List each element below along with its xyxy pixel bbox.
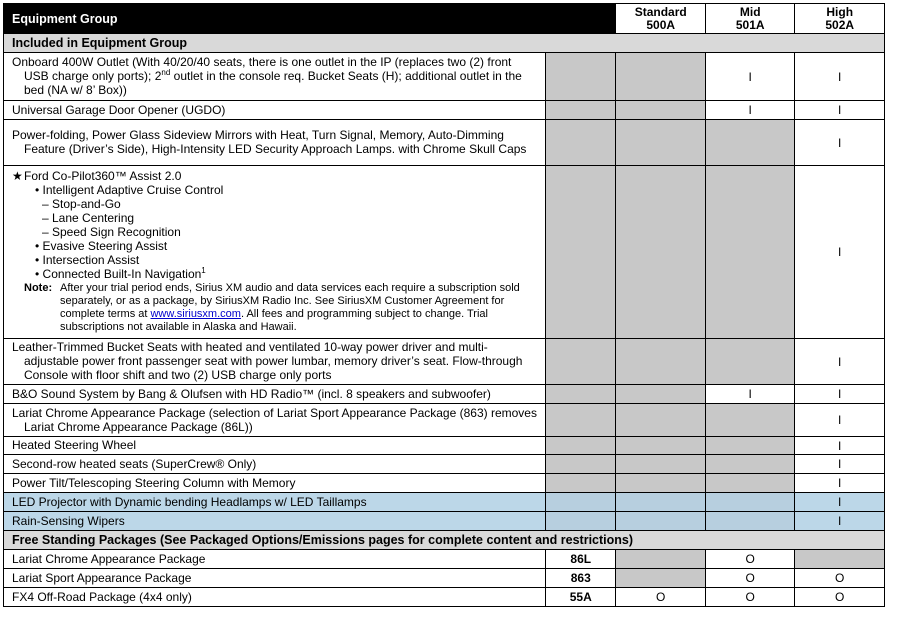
high-cell: I (795, 120, 885, 166)
code-cell (546, 53, 616, 101)
mid-cell (705, 166, 795, 339)
mid-cell: I (705, 385, 795, 404)
mid-cell (705, 437, 795, 455)
mid-cell (705, 512, 795, 531)
table-row (4, 166, 885, 339)
header-row (4, 4, 885, 34)
mid-cell: I (705, 101, 795, 120)
header-title: Equipment Group (4, 4, 616, 34)
section-free-standing (4, 531, 885, 550)
standard-cell (616, 166, 706, 339)
section-title: Free Standing Packages (See Packaged Options/Emissions pages for complete content and restrictions) (4, 531, 885, 550)
table-row (4, 474, 885, 493)
mid-cell (705, 404, 795, 437)
row-description: Power-folding, Power Glass Sideview Mirrors with Heat, Turn Signal, Memory, Auto-Dimming Feature (Driver’s Side), High-Intensity LED Security Approach Lamps. with Chrome Skull Caps (4, 120, 546, 166)
code-cell (546, 437, 616, 455)
list-item: – Lane Centering (42, 211, 135, 225)
code-cell (546, 339, 616, 385)
high-cell: I (795, 166, 885, 339)
high-cell: I (795, 455, 885, 474)
row-description: Heated Steering Wheel (4, 437, 546, 455)
high-cell: I (795, 404, 885, 437)
row-description: Power Tilt/Telescoping Steering Column with Memory (4, 474, 546, 493)
standard-cell (616, 385, 706, 404)
code-cell (546, 493, 616, 512)
list-item: – Stop-and-Go (42, 197, 121, 211)
code-cell (546, 512, 616, 531)
list-item: – Speed Sign Recognition (42, 225, 181, 239)
row-description: ★Ford Co-Pilot360™ Assist 2.0 • Intelligent Adaptive Cruise Control – Stop-and-Go – Lane Centering – Speed Sign Recognition • Evasive Steering Assist • Intersection Assist • Connected Built-In Navigation$^1$ Note: After your trial period ends, Sirius XM audio and data services each require a subscription sold separately, or as a package, by SiriusXM Radio Inc. See SiriusXM Customer Agreement for complete terms at www.siriusxm.com. All fees and programming subject to change. Trial subscriptions not available in Alaska and Hawaii. (4, 166, 546, 339)
header-mid: Mid 501A (705, 4, 795, 34)
table-row (4, 120, 885, 166)
code-cell: 55A (546, 588, 616, 607)
mid-cell: O (705, 550, 795, 569)
standard-cell: O (616, 588, 706, 607)
standard-cell (616, 437, 706, 455)
row-description: Leather-Trimmed Bucket Seats with heated and ventilated 10-way power driver and multi-adjustable power front passenger seat with power lumbar, memory driver’s seat. Flow-through Console with floor shift and two (2) USB charge only ports (4, 339, 546, 385)
standard-cell (616, 339, 706, 385)
code-cell: 863 (546, 569, 616, 588)
high-cell: I (795, 512, 885, 531)
row-description: Rain-Sensing Wipers (4, 512, 546, 531)
list-item: • Intelligent Adaptive Cruise Control (35, 183, 224, 197)
standard-cell (616, 455, 706, 474)
standard-cell (616, 101, 706, 120)
standard-cell (616, 569, 706, 588)
mid-cell (705, 493, 795, 512)
code-cell (546, 404, 616, 437)
code-cell (546, 455, 616, 474)
mid-cell (705, 455, 795, 474)
row-description: Lariat Sport Appearance Package (4, 569, 546, 588)
table-row (4, 437, 885, 455)
code-cell (546, 474, 616, 493)
subscription-note: Note: After your trial period ends, Sirius XM audio and data services each require a subscription sold separately, or as a package, by SiriusXM Radio Inc. See SiriusXM Customer Agreement for complete terms at www.siriusxm.com. All fees and programming subject to change. Trial subscriptions not available in Alaska and Hawaii. (24, 282, 520, 333)
high-cell: I (795, 339, 885, 385)
mid-cell: O (705, 569, 795, 588)
standard-cell (616, 53, 706, 101)
mid-cell (705, 474, 795, 493)
code-cell: 86L (546, 550, 616, 569)
star-icon: ★ (12, 169, 23, 183)
high-cell: I (795, 474, 885, 493)
section-title: Included in Equipment Group (4, 34, 885, 53)
high-cell: I (795, 493, 885, 512)
row-description: Lariat Chrome Appearance Package (4, 550, 546, 569)
code-cell (546, 120, 616, 166)
row-description: FX4 Off-Road Package (4x4 only) (4, 588, 546, 607)
table-row (4, 512, 885, 531)
table-row (4, 455, 885, 474)
high-cell: I (795, 437, 885, 455)
table-row (4, 550, 885, 569)
code-cell (546, 166, 616, 339)
table-row (4, 101, 885, 120)
list-item: • Connected Built-In Navigation$^1$ (35, 266, 206, 281)
table-row (4, 404, 885, 437)
header-high: High 502A (795, 4, 885, 34)
code-cell (546, 385, 616, 404)
row-description: Onboard 400W Outlet (With 40/20/40 seats, there is one outlet in the IP (replaces two (2) front USB charge only ports); 2nd outlet in the console req. Bucket Seats (H); additional outlet in the bed (NA w/ 8’ Box)) (4, 53, 546, 101)
standard-cell (616, 120, 706, 166)
standard-cell (616, 404, 706, 437)
table-row (4, 53, 885, 101)
list-item: • Evasive Steering Assist (35, 239, 168, 253)
table-row (4, 588, 885, 607)
list-item: • Intersection Assist (35, 253, 140, 267)
siriusxm-link[interactable]: www.siriusxm.com (150, 308, 241, 320)
high-cell: I (795, 101, 885, 120)
standard-cell (616, 550, 706, 569)
table-row (4, 569, 885, 588)
standard-cell (616, 474, 706, 493)
standard-cell (616, 493, 706, 512)
row-description: Universal Garage Door Opener (UGDO) (4, 101, 546, 120)
high-cell (795, 550, 885, 569)
mid-cell: O (705, 588, 795, 607)
equipment-table (3, 3, 885, 607)
row-description: B&O Sound System by Bang & Olufsen with HD Radio™ (incl. 8 speakers and subwoofer) (4, 385, 546, 404)
table-row (4, 493, 885, 512)
row-description: Second-row heated seats (SuperCrew® Only) (4, 455, 546, 474)
high-cell: O (795, 569, 885, 588)
high-cell: I (795, 385, 885, 404)
mid-cell: I (705, 53, 795, 101)
section-included (4, 34, 885, 53)
standard-cell (616, 512, 706, 531)
code-cell (546, 101, 616, 120)
feature-list (24, 183, 537, 281)
high-cell: O (795, 588, 885, 607)
table-row (4, 385, 885, 404)
row-description: LED Projector with Dynamic bending Headlamps w/ LED Taillamps (4, 493, 546, 512)
header-standard: Standard 500A (616, 4, 706, 34)
mid-cell (705, 339, 795, 385)
high-cell: I (795, 53, 885, 101)
row-description: Lariat Chrome Appearance Package (selection of Lariat Sport Appearance Package (863) removes Lariat Chrome Appearance Package (86L)) (4, 404, 546, 437)
table-row (4, 339, 885, 385)
mid-cell (705, 120, 795, 166)
